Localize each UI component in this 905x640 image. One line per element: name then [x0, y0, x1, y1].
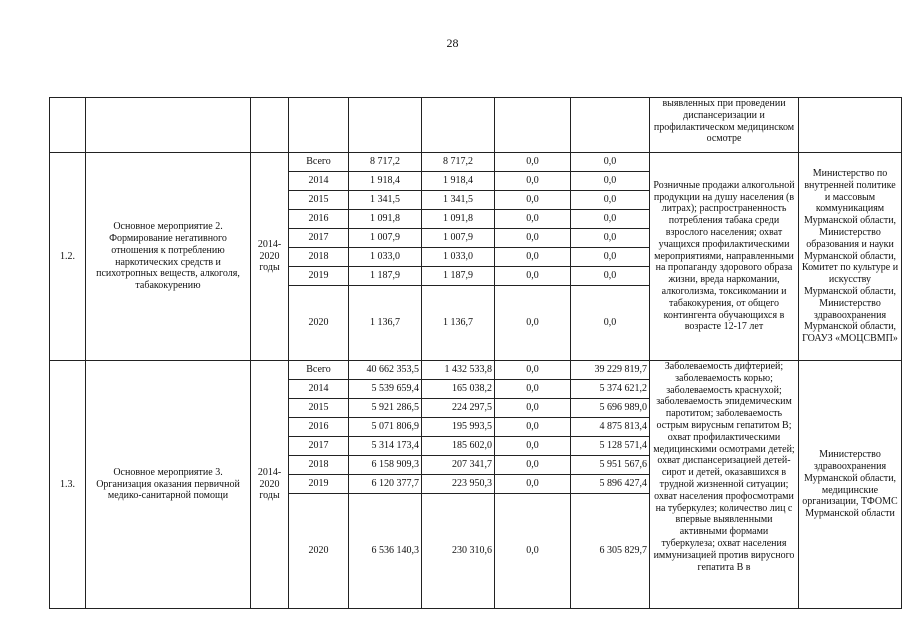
value-federal: 0,0 [495, 475, 571, 494]
value-federal: 0,0 [495, 418, 571, 437]
program-table [49, 97, 902, 609]
value-regional: 1 918,4 [422, 172, 495, 191]
value-other: 4 875 813,4 [571, 418, 650, 437]
value-total: 8 717,2 [349, 153, 422, 172]
indicator-continuation: выявленных при проведении диспансеризации и профилактическом медицинском осмотре [650, 98, 799, 153]
year-cell: 2015 [289, 399, 349, 418]
activity-name: Основное мероприятие 2. Формирование негативного отношения к потреблению наркотических средств и психотропных веществ, алкоголя, табакокурению [86, 153, 251, 361]
row-number: 1.3. [50, 361, 86, 609]
year-cell: 2014 [289, 380, 349, 399]
value-regional: 224 297,5 [422, 399, 495, 418]
value-other: 5 951 567,6 [571, 456, 650, 475]
value-federal: 0,0 [495, 210, 571, 229]
period: 2014-2020 годы [251, 361, 289, 609]
value-other: 6 305 829,7 [571, 494, 650, 609]
executors: Министерство по внутренней политике и массовым коммуникациям Мурманской области, Министерство образования и науки Мурманской области, Комитет по культуре и искусству Мурманской области, Министерство здравоохранения Мурманской области, ГОАУЗ «МОЦСВМП» [799, 153, 902, 361]
value-federal: 0,0 [495, 494, 571, 609]
value-other: 5 128 571,4 [571, 437, 650, 456]
cell-empty [289, 98, 349, 153]
executors: Министерство здравоохранения Мурманской области, медицинские организации, ТФОМС Мурманской области [799, 361, 902, 609]
value-total: 6 536 140,3 [349, 494, 422, 609]
value-other: 0,0 [571, 191, 650, 210]
cell-empty [799, 98, 902, 153]
year-cell: Всего [289, 361, 349, 380]
cell-empty [495, 98, 571, 153]
year-cell: 2016 [289, 418, 349, 437]
value-total: 1 033,0 [349, 248, 422, 267]
value-total: 1 091,8 [349, 210, 422, 229]
table-row [50, 153, 902, 172]
value-federal: 0,0 [495, 229, 571, 248]
value-federal: 0,0 [495, 172, 571, 191]
value-other: 0,0 [571, 248, 650, 267]
value-regional: 1 187,9 [422, 267, 495, 286]
value-federal: 0,0 [495, 248, 571, 267]
value-federal: 0,0 [495, 380, 571, 399]
value-total: 1 918,4 [349, 172, 422, 191]
year-cell: 2014 [289, 172, 349, 191]
value-other: 0,0 [571, 286, 650, 361]
value-total: 5 071 806,9 [349, 418, 422, 437]
year-cell: 2019 [289, 267, 349, 286]
value-total: 1 136,7 [349, 286, 422, 361]
value-federal: 0,0 [495, 286, 571, 361]
value-federal: 0,0 [495, 191, 571, 210]
cell-empty [50, 98, 86, 153]
value-other: 5 374 621,2 [571, 380, 650, 399]
table-row-continuation [50, 98, 902, 153]
value-total: 6 120 377,7 [349, 475, 422, 494]
year-cell: 2020 [289, 286, 349, 361]
value-regional: 1 432 533,8 [422, 361, 495, 380]
value-regional: 1 136,7 [422, 286, 495, 361]
value-federal: 0,0 [495, 267, 571, 286]
value-regional: 185 602,0 [422, 437, 495, 456]
year-cell: 2018 [289, 456, 349, 475]
indicators: Заболеваемость дифтерией; заболеваемость корью; заболеваемость краснухой; заболеваемость эпидемическим паротитом; заболеваемость острым вирусным гепатитом В; охват профилактическими медицинскими осмотрами детей; охват диспансеризацией детей-сирот и детей, оказавшихся в трудной жизненной ситуации; охват населения профосмотрами на туберкулез; количество лиц с впервые выявленными активными формами туберкулеза; охват населения иммунизацией против вирусного гепатита В в [650, 361, 799, 609]
value-regional: 1 007,9 [422, 229, 495, 248]
value-regional: 165 038,2 [422, 380, 495, 399]
value-total: 6 158 909,3 [349, 456, 422, 475]
row-number: 1.2. [50, 153, 86, 361]
activity-name: Основное мероприятие 3. Организация оказания первичной медико-санитарной помощи [86, 361, 251, 609]
value-federal: 0,0 [495, 153, 571, 172]
year-cell: Всего [289, 153, 349, 172]
year-cell: 2019 [289, 475, 349, 494]
value-total: 40 662 353,5 [349, 361, 422, 380]
cell-empty [349, 98, 422, 153]
cell-empty [571, 98, 650, 153]
year-cell: 2015 [289, 191, 349, 210]
value-regional: 195 993,5 [422, 418, 495, 437]
year-cell: 2017 [289, 437, 349, 456]
cell-empty [251, 98, 289, 153]
value-total: 5 314 173,4 [349, 437, 422, 456]
table-row [50, 361, 902, 380]
cell-empty [86, 98, 251, 153]
value-other: 5 696 989,0 [571, 399, 650, 418]
value-total: 1 007,9 [349, 229, 422, 248]
indicators: Розничные продажи алкогольной продукции на душу населения (в литрах); распространенность потребления табака среди взрослого населения; охват учащихся профилактическими мероприятиями, направленными на пропаганду здорового образа жизни, вреда наркомании, алкоголизма, токсикомании и табакокурения, от общего контингента обучающихся в возрасте 12-17 лет [650, 153, 799, 361]
value-regional: 1 091,8 [422, 210, 495, 229]
year-cell: 2020 [289, 494, 349, 609]
cell-empty [422, 98, 495, 153]
value-other: 0,0 [571, 267, 650, 286]
year-cell: 2017 [289, 229, 349, 248]
value-federal: 0,0 [495, 361, 571, 380]
period: 2014-2020 годы [251, 153, 289, 361]
value-total: 5 921 286,5 [349, 399, 422, 418]
value-regional: 1 341,5 [422, 191, 495, 210]
value-total: 1 187,9 [349, 267, 422, 286]
value-other: 39 229 819,7 [571, 361, 650, 380]
year-cell: 2018 [289, 248, 349, 267]
value-federal: 0,0 [495, 399, 571, 418]
page-number: 28 [446, 36, 459, 50]
value-regional: 230 310,6 [422, 494, 495, 609]
value-total: 1 341,5 [349, 191, 422, 210]
year-cell: 2016 [289, 210, 349, 229]
value-regional: 1 033,0 [422, 248, 495, 267]
value-federal: 0,0 [495, 456, 571, 475]
value-other: 5 896 427,4 [571, 475, 650, 494]
value-other: 0,0 [571, 153, 650, 172]
value-federal: 0,0 [495, 437, 571, 456]
value-regional: 223 950,3 [422, 475, 495, 494]
value-other: 0,0 [571, 229, 650, 248]
value-other: 0,0 [571, 210, 650, 229]
value-regional: 207 341,7 [422, 456, 495, 475]
value-regional: 8 717,2 [422, 153, 495, 172]
value-total: 5 539 659,4 [349, 380, 422, 399]
value-other: 0,0 [571, 172, 650, 191]
